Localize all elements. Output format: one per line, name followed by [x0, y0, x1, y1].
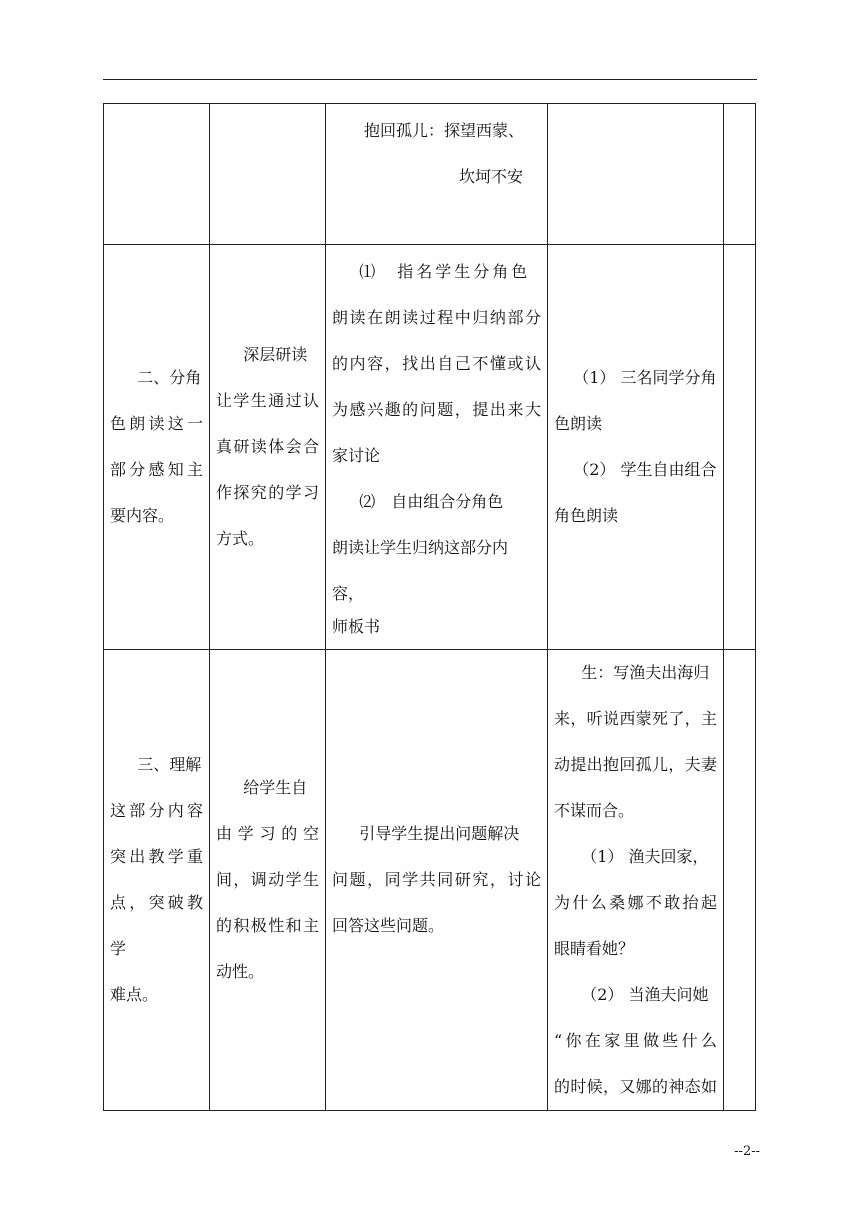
cell-text: 深层研读: [243, 345, 308, 364]
cell-text: （1） 渔夫回家，: [581, 847, 709, 866]
cell-text: 问题，同学共同研究，讨论: [332, 870, 541, 889]
table-cell: [210, 650, 326, 1111]
lesson-plan-table: [103, 103, 756, 1111]
header-rule: [103, 79, 757, 80]
cell-text: 为什么桑娜不敢抬起: [554, 893, 717, 912]
table-cell: [724, 650, 756, 1111]
table-cell: [548, 245, 724, 650]
cell-text: 生：写渔夫出海归: [581, 663, 710, 682]
cell-text: 家讨论: [332, 446, 381, 465]
cell-text: 坎坷不安: [458, 167, 523, 186]
cell-text: 色朗读: [554, 414, 603, 433]
cell-text: 部分感知主: [110, 460, 203, 479]
cell-text: 朗读让学生归纳这部分内: [332, 538, 509, 557]
cell-text: 点，突破教学: [110, 893, 203, 958]
cell-text: 真研读体会合: [216, 437, 319, 456]
table-cell: [326, 245, 548, 650]
table-cell: [104, 650, 210, 1111]
cell-text: 突出教学重: [110, 847, 203, 866]
cell-text: 抱回孤儿：探望西蒙、: [364, 121, 525, 140]
cell-text: ⑴ 指名学生分角色: [359, 262, 531, 281]
table-row: [104, 245, 756, 650]
cell-text: 间，调动学生: [216, 870, 319, 889]
cell-text: 引导学生提出问题解决: [359, 824, 520, 843]
cell-text: （1） 三名同学分角: [573, 368, 717, 387]
cell-text: 作探究的学习: [216, 483, 319, 502]
cell-text: 容，: [332, 584, 365, 603]
cell-text: 色朗读这一: [110, 414, 203, 433]
table-row: [104, 104, 756, 245]
table-cell: [326, 650, 548, 1111]
table-cell: [104, 245, 210, 650]
cell-text: 为感兴趣的问题，提出来大: [332, 400, 541, 419]
cell-text: 眼睛看她？: [554, 939, 635, 958]
cell-text: 方式。: [216, 529, 265, 548]
table-cell: [724, 104, 756, 245]
cell-text: 不谋而合。: [554, 801, 635, 820]
cell-text: 的内容，找出自己不懂或认: [332, 354, 541, 373]
table-cell: [548, 104, 724, 245]
cell-text: ⑵ 自由组合分角色: [359, 492, 504, 511]
cell-text: 要内容。: [110, 506, 175, 525]
page-number: --2--: [734, 1144, 760, 1159]
cell-text: 让学生通过认: [216, 391, 319, 410]
cell-text: 来，听说西蒙死了，主: [554, 709, 717, 728]
table-cell: [210, 245, 326, 650]
cell-text: 的积极性和主: [216, 916, 319, 935]
cell-text: 三、理解: [137, 755, 202, 774]
table-cell: [326, 104, 548, 245]
cell-text: 难点。: [110, 985, 159, 1004]
cell-text: 由学习的空: [216, 824, 319, 843]
cell-text: 师板书: [332, 617, 381, 636]
cell-text: 的时候，又娜的神态如: [554, 1077, 717, 1096]
table-cell: [210, 104, 326, 245]
cell-text: 给学生自: [243, 778, 308, 797]
cell-text: 回答这些问题。: [332, 916, 445, 935]
table-cell: [104, 104, 210, 245]
cell-text: 二、分角: [137, 368, 202, 387]
cell-text: （2） 学生自由组合: [573, 460, 717, 479]
cell-text: 朗读在朗读过程中归纳部分: [332, 308, 541, 327]
cell-text: 动性。: [216, 962, 265, 981]
table-cell: [724, 245, 756, 650]
cell-text: 动提出抱回孤儿，夫妻: [554, 755, 717, 774]
table-cell: [548, 650, 724, 1111]
cell-text: 这部分内容: [110, 801, 203, 820]
cell-text: “你在家里做些什么: [554, 1031, 717, 1050]
table-row: [104, 650, 756, 1111]
cell-text: 角色朗读: [554, 506, 619, 525]
cell-text: （2） 当渔夫问她: [581, 985, 709, 1004]
